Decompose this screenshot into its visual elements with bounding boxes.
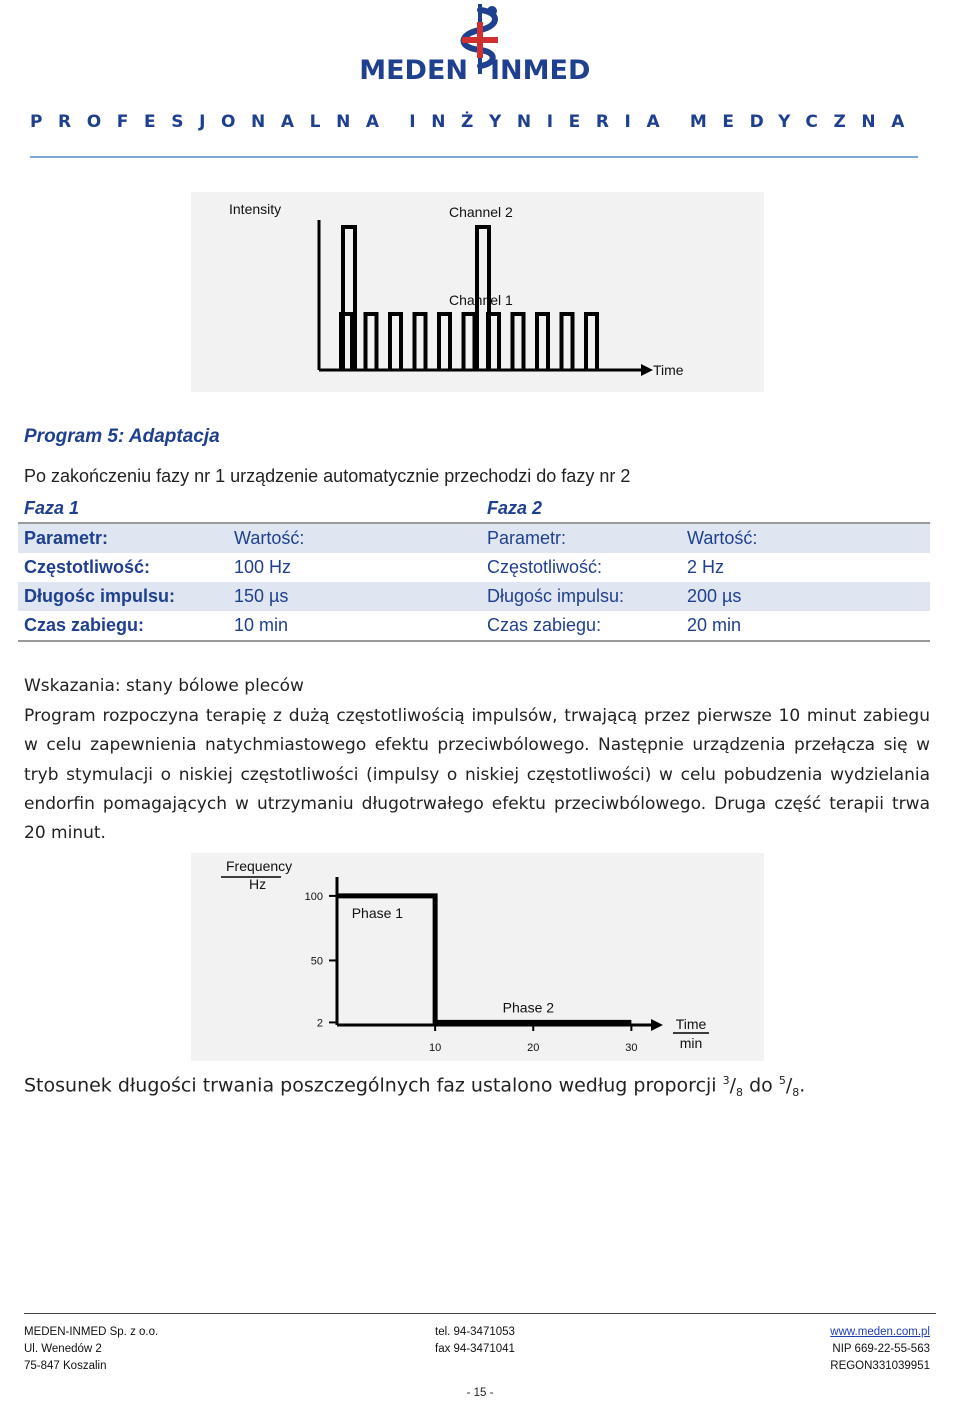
x-tick-label: 10 bbox=[429, 1042, 442, 1054]
company-tagline bbox=[30, 112, 920, 132]
footer-nip: NIP 669-22-55-563 bbox=[832, 1343, 930, 1355]
table-cell: 2 Hz bbox=[687, 557, 725, 577]
table-cell: Czas zabiegu: bbox=[18, 611, 228, 641]
tagline-word-3: MEDYCZNA bbox=[689, 112, 920, 132]
program-description: Program rozpoczyna terapię z dużą częstotliwością impulsów, trwającą przez pierwsze 10 minut zabiegu w celu zapewnienia natychmiastowego efektu przeciwbólowego. Następnie urządzenia przełącza się w tryb stymulacji o niskiej częstotliwości (impulsy o niskiej częstotliwości) w celu pobudzenia wydzielania endorfin pomagających w utrzymaniu długotrwałego efektu przeciwbólowego. Druga część terapii trwa 20 minut. bbox=[24, 706, 930, 844]
x-axis-arrow bbox=[651, 1019, 663, 1031]
ratio-conjunction: do bbox=[749, 1074, 773, 1097]
table-cell: Wartość: bbox=[681, 523, 930, 553]
channel-1-pulses bbox=[341, 314, 597, 370]
channel-1-pulse bbox=[390, 314, 401, 370]
table-row bbox=[18, 523, 930, 553]
ratio-a-numerator: 3 bbox=[722, 1074, 730, 1087]
footer-company: MEDEN-INMED Sp. z o.o. bbox=[24, 1326, 159, 1338]
footer-divider bbox=[24, 1313, 936, 1314]
ratio-sentence: Stosunek długości trwania poszczególnych faz ustalono według proporcji bbox=[24, 1074, 717, 1097]
program-title: Program 5: Adaptacja bbox=[24, 426, 220, 447]
y-tick-label: 2 bbox=[316, 1017, 323, 1030]
table-row bbox=[18, 553, 930, 582]
table-cell: Parametr: bbox=[18, 523, 228, 553]
table-cell: 150 µs bbox=[228, 582, 481, 611]
y-tick-label: 50 bbox=[310, 955, 323, 968]
x-axis-label: Time bbox=[675, 1016, 707, 1032]
channel-1-pulse bbox=[439, 314, 450, 370]
table-row bbox=[18, 611, 930, 641]
channel-1-pulse bbox=[513, 314, 524, 370]
ratio-b-numerator: 5 bbox=[778, 1074, 786, 1087]
pulse-diagram-figure bbox=[191, 192, 764, 392]
table-header-row bbox=[18, 494, 930, 523]
channel-1-pulse bbox=[464, 314, 475, 370]
channel-1-pulse bbox=[488, 314, 499, 370]
channel-1-pulse bbox=[586, 314, 597, 370]
tagline-word-1: PROFESJONALNA bbox=[30, 112, 395, 132]
phase-2-title: Faza 2 bbox=[481, 494, 930, 523]
logo-text-left: MEDEN bbox=[359, 55, 468, 86]
channel-2-label: Channel 2 bbox=[449, 204, 513, 220]
ratio-a-denominator: 8 bbox=[736, 1086, 744, 1100]
table-cell: 100 Hz bbox=[234, 557, 292, 577]
channel-1-pulse bbox=[562, 314, 573, 370]
footer-tel: tel. 94-3471053 bbox=[435, 1326, 515, 1338]
table-cell: 20 min bbox=[681, 611, 930, 641]
phase-parameters-table bbox=[18, 494, 930, 642]
channel-1-pulse bbox=[415, 314, 426, 370]
y-tick-label: 100 bbox=[304, 890, 323, 903]
footer-fax: fax 94-3471041 bbox=[435, 1343, 515, 1355]
ratio-b-denominator: 8 bbox=[792, 1086, 800, 1100]
x-tick-label: 20 bbox=[527, 1042, 540, 1054]
channel-1-pulse bbox=[537, 314, 548, 370]
phase-1-title: Faza 1 bbox=[18, 494, 481, 523]
table-cell: Częstotliwość: bbox=[24, 557, 151, 577]
channel-1-pulse bbox=[341, 314, 352, 370]
chart-axes bbox=[337, 877, 663, 1031]
y-axis-label: Frequency bbox=[226, 858, 293, 874]
footer-city: 75-847 Koszalin bbox=[24, 1360, 107, 1372]
intensity-label: Intensity bbox=[229, 201, 282, 217]
footer-website-link[interactable]: www.meden.com.pl bbox=[830, 1326, 930, 1338]
logo-graphic bbox=[330, 0, 630, 90]
program-intro: Po zakończeniu fazy nr 1 urządzenie automatycznie przechodzi do fazy nr 2 bbox=[24, 466, 631, 486]
page-number: - 15 - bbox=[466, 1387, 494, 1399]
table-cell: Wartość: bbox=[228, 523, 481, 553]
table-cell: Długośc impulsu: bbox=[481, 582, 681, 611]
table-row bbox=[18, 582, 930, 611]
table-cell: Parametr: bbox=[481, 523, 681, 553]
header-divider bbox=[30, 156, 918, 158]
time-label: Time bbox=[653, 362, 684, 378]
x-tick-label: 30 bbox=[625, 1042, 638, 1054]
channel-1-label: Channel 1 bbox=[449, 292, 513, 308]
table-cell: Długośc impulsu: bbox=[18, 582, 228, 611]
phase-2-annotation: Phase 2 bbox=[502, 999, 555, 1016]
footer-registration bbox=[760, 1324, 930, 1375]
channel-1-pulse bbox=[366, 314, 377, 370]
table-cell: Częstotliwość: bbox=[487, 557, 603, 577]
footer-regon: REGON331039951 bbox=[830, 1360, 930, 1372]
footer-contact bbox=[435, 1324, 515, 1358]
logo-text-right: INMED bbox=[490, 55, 591, 86]
company-logo bbox=[330, 0, 630, 90]
frequency-chart bbox=[191, 853, 764, 1061]
table-cell: 10 min bbox=[228, 611, 481, 641]
x-axis-unit-label: min bbox=[679, 1035, 703, 1051]
frequency-chart-figure bbox=[191, 853, 764, 1061]
table-cell: Czas zabiegu: bbox=[481, 611, 681, 641]
footer-street: Ul. Wenedów 2 bbox=[24, 1343, 102, 1355]
footer-address bbox=[24, 1324, 158, 1375]
indications-text: Wskazania: stany bólowe pleców bbox=[24, 676, 304, 696]
y-axis-unit-label: Hz bbox=[249, 876, 267, 892]
chart-annotations bbox=[352, 905, 555, 1016]
pulse-diagram bbox=[191, 192, 764, 392]
x-axis-arrow bbox=[641, 364, 653, 376]
table-cell: 200 µs bbox=[681, 582, 930, 611]
phase-1-annotation: Phase 1 bbox=[351, 904, 404, 921]
tagline-word-2: INŻYNIERIA bbox=[409, 112, 676, 132]
phase-ratio-text: Stosunek długości trwania poszczególnych faz ustalono według proporcji $^3/_8$ do $^5/_8$. bbox=[24, 1074, 806, 1100]
